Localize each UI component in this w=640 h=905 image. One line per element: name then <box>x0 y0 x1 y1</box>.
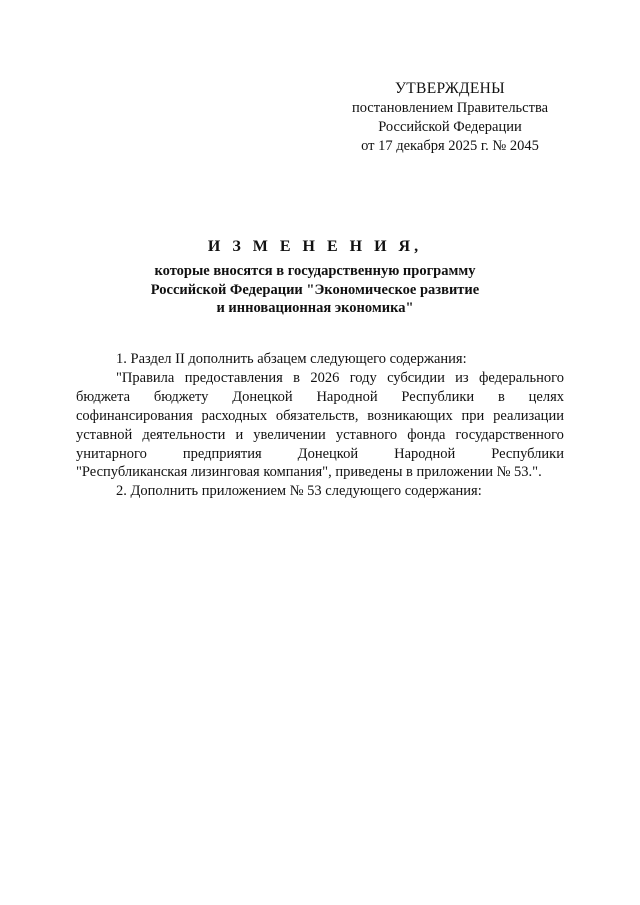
quote-word: бюджета <box>76 388 131 405</box>
item-2-paragraph: 2. Дополнить приложением № 53 следующего содержания: <box>116 483 482 500</box>
approval-block <box>340 79 560 156</box>
quote-word: деятельности <box>142 426 226 443</box>
quote-word: Республики <box>491 445 564 462</box>
quote-line <box>76 407 564 426</box>
quote-word: 2026 <box>310 369 340 386</box>
quote-word: унитарного <box>76 445 147 462</box>
quote-word: уставного <box>335 426 398 443</box>
quote-word: Народной <box>394 445 456 462</box>
quoted-paragraph <box>76 369 564 464</box>
quote-word: при <box>461 407 485 424</box>
quote-word: предприятия <box>182 445 262 462</box>
quote-word: в <box>293 369 301 386</box>
heading-subtitle-line-2: Российской Федерации "Экономическое развитие <box>150 281 480 298</box>
quote-word: Республики <box>401 388 475 405</box>
quote-word: и <box>235 426 244 443</box>
quote-word: в <box>497 388 505 405</box>
quote-word: из <box>455 369 469 386</box>
quote-word: предоставления <box>184 369 283 386</box>
quote-word: федерального <box>479 369 564 386</box>
quote-line <box>76 369 564 388</box>
document-heading <box>80 237 550 318</box>
approval-title: УТВЕРЖДЕНЫ <box>395 80 505 97</box>
quote-word: Донецкой <box>232 388 293 405</box>
heading-subtitle-line-1: которые вносятся в государственную программу <box>154 263 476 279</box>
quote-line <box>76 388 564 407</box>
heading-subtitle-line-3: и инновационная экономика" <box>216 300 414 316</box>
quote-word: бюджету <box>153 388 209 405</box>
quote-word: субсидии <box>387 369 445 386</box>
quote-line <box>76 445 564 464</box>
heading-title: И З М Е Н Е Н И Я, <box>207 238 423 255</box>
quote-last-line: "Республиканская лизинговая компания", приведены в приложении № 53.". <box>76 464 542 481</box>
quote-word: году <box>349 369 377 386</box>
quote-word: реализации <box>493 407 564 424</box>
approval-line-3: от 17 декабря 2025 г. № 2045 <box>361 138 539 154</box>
quote-line <box>76 426 564 445</box>
quote-word: Донецкой <box>297 445 359 462</box>
quote-word: расходных <box>201 407 268 424</box>
approval-line-1: постановлением Правительства <box>351 100 549 116</box>
item-1-paragraph: 1. Раздел II дополнить абзацем следующего содержания: <box>116 351 467 367</box>
approval-line-2: Российской Федерации <box>378 119 522 135</box>
quote-word: увеличении <box>253 426 326 443</box>
document-body <box>76 350 564 501</box>
quote-word: обязательств, <box>275 407 359 424</box>
quote-word: Народной <box>316 388 378 405</box>
quote-word: целях <box>528 388 564 405</box>
quote-word: фонда <box>407 426 446 443</box>
quote-word: "Правила <box>116 369 175 386</box>
quote-word: возникающих <box>367 407 453 424</box>
quote-word: государственного <box>455 426 564 443</box>
quote-word: софинансирования <box>76 407 193 424</box>
quote-word: уставной <box>76 426 133 443</box>
